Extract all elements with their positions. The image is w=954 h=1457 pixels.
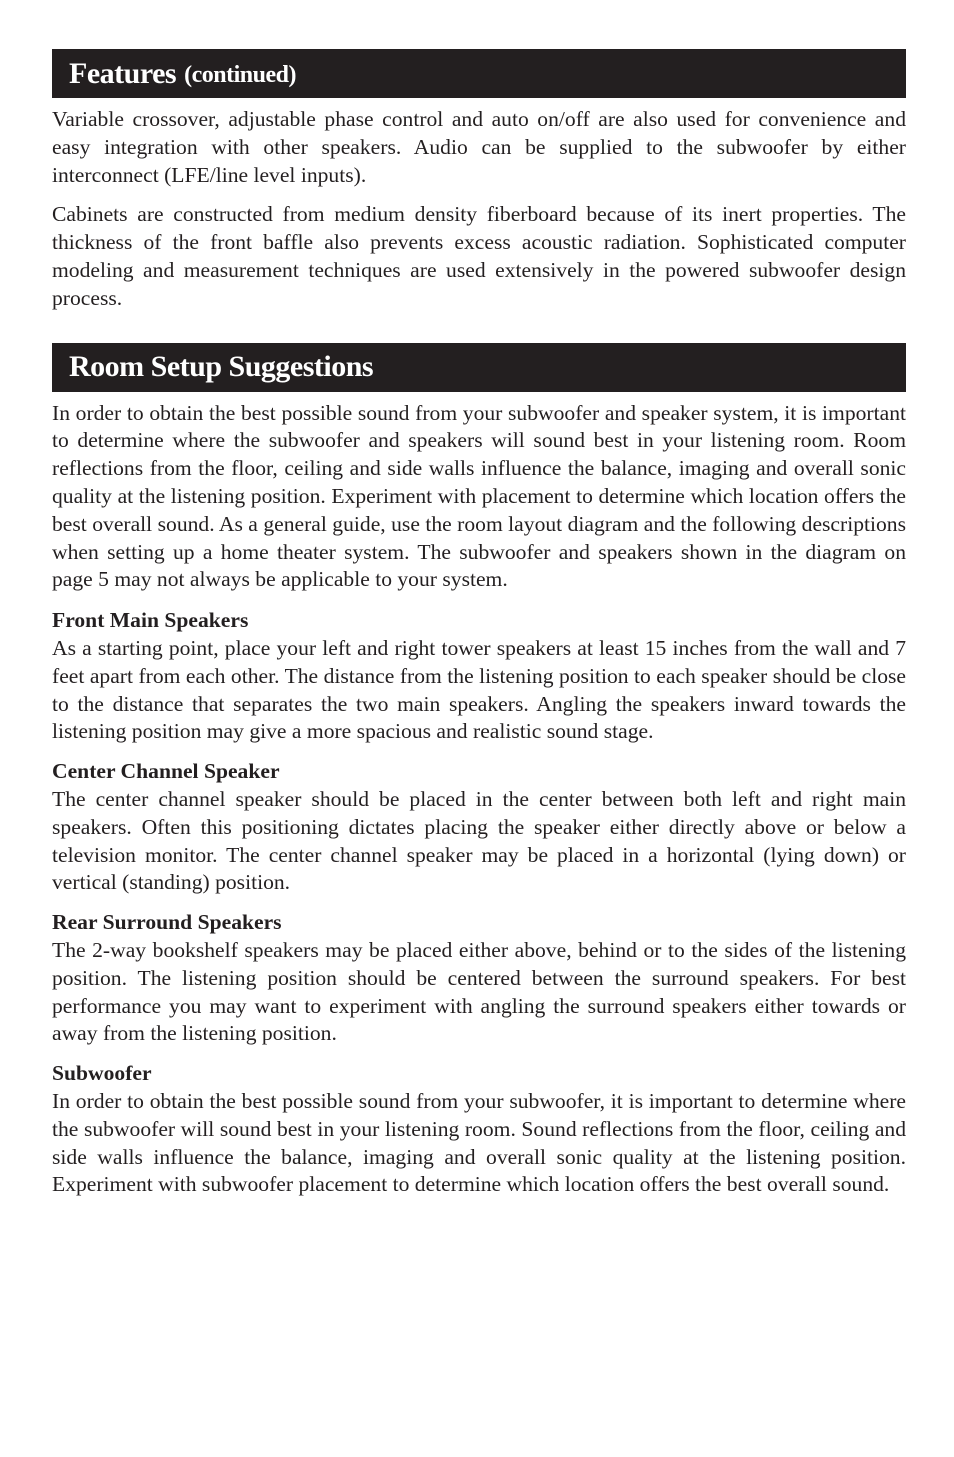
- manual-page: [52, 49, 906, 1199]
- center-channel-speaker-heading: Center Channel Speaker: [52, 759, 280, 784]
- room-setup-title: Room Setup Suggestions: [69, 350, 374, 384]
- subwoofer-text: In order to obtain the best possible sound from your subwoofer, it is important to determine where the subwoofer will sound best in your listening room. Sound reflections from the floor, ceiling and side walls influence the balance, imaging and overall sonic quality at the listening position. Experiment with subwoofer placement to determine which location offers the best overall sound.: [52, 1088, 906, 1197]
- rear-surround-speakers-text: The 2-way bookshelf speakers may be placed either above, behind or to the sides of the listening position. The listening position should be centered between the surround speakers. For best performance you may want to experiment with angling the surround speakers either towards or away from the listening position.: [52, 937, 906, 1046]
- front-main-speakers-text: As a starting point, place your left and right tower speakers at least 15 inches from the wall and 7 feet apart from each other. The distance from the listening position to each speaker should be close to the distance that separates the two main speakers. Angling the speakers inward towards the listening position may give a more spacious and realistic sound stage.: [52, 635, 906, 744]
- features-paragraph-2: Cabinets are constructed from medium density fiberboard because of its inert properties. The thickness of the front baffle also prevents excess acoustic radiation. Sophisticated computer modeling and measurement techniques are used extensively in the powered subwoofer design process.: [52, 202, 906, 310]
- center-channel-speaker-text: The center channel speaker should be placed in the center between both left and right main speakers. Often this positioning dictates placing the speaker either directly above or below a television monitor. The center channel speaker may be placed in a horizontal (lying down) or vertical (standing) position.: [52, 786, 906, 895]
- front-main-speakers-heading: Front Main Speakers: [52, 608, 249, 633]
- features-title-suffix: (continued): [184, 62, 296, 88]
- rear-surround-speakers-heading: Rear Surround Speakers: [52, 910, 282, 935]
- room-setup-intro: In order to obtain the best possible sound from your subwoofer and speaker system, it is important to determine where the subwoofer and speakers will sound best in your listening room. Room reflections from the floor, ceiling and side walls influence the balance, imaging and overall sonic quality at the listening position. Experiment with placement to determine which location offers the best overall sound. As a general guide, use the room layout diagram and the following descriptions when setting up a home theater system. The subwoofer and speakers shown in the diagram on page 5 may not always be applicable to your system.: [52, 400, 906, 592]
- subwoofer-heading: Subwoofer: [52, 1061, 152, 1086]
- room-setup-section-header: [52, 343, 906, 392]
- features-section-header: [52, 49, 906, 98]
- features-title: Features: [69, 56, 177, 90]
- features-paragraph-1: Variable crossover, adjustable phase control and auto on/off are also used for convenience and easy integration with other speakers. Audio can be supplied to the subwoofer by either interconnect (LFE/line level inputs).: [52, 107, 906, 187]
